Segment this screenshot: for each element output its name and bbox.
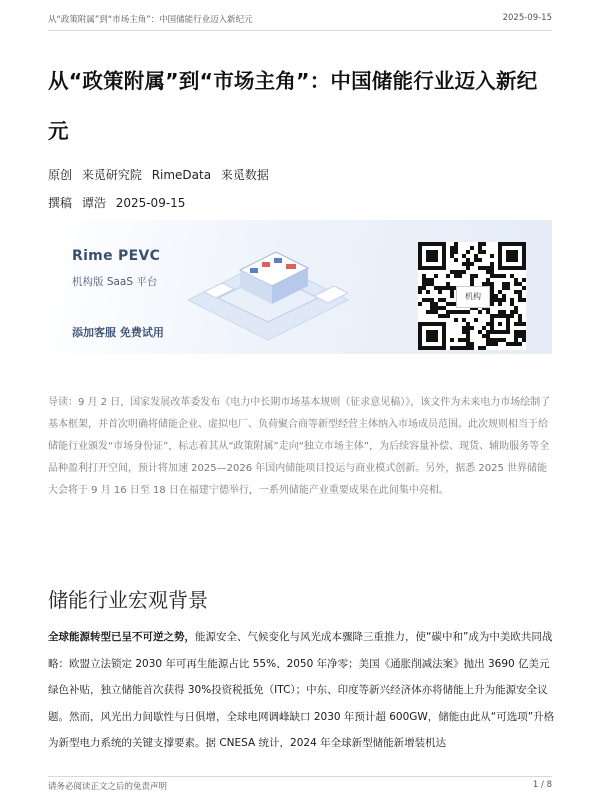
banner-subtitle: 机构版 SaaS 平台 bbox=[72, 276, 158, 288]
article-writer bbox=[48, 194, 191, 211]
disclaimer-note: 请务必阅读正文之后的免责声明 bbox=[48, 782, 168, 792]
page-header bbox=[0, 0, 600, 28]
qr-center-label: 机构 bbox=[456, 286, 490, 308]
section-lead: 全球能源转型已呈不可逆之势， bbox=[48, 631, 195, 643]
header-date: 2025-09-15 bbox=[502, 13, 552, 23]
writer-label: 撰稿 bbox=[48, 196, 73, 210]
section-body-text: 能源安全、气候变化与风光成本骤降三重推力，使“碳中和”成为中美欧共同战略：欧盟立法锁定 2030 年可再生能源占比 55%、2050 年净零；美国《通胀削减法案》抛出 3690 亿美元绿色补贴，独立储能首次获得 30%投资税抵免（ITC）；中东、印度等新兴经济体亦将储能上升为能源安全议题。然而，风光出力间歇性与日俱增，全球电网调峰缺口 2030 年预计超 600GW，储能由此从“可选项”升格为新型电力系统的关键支撑要素。据 CNESA 统计，2024 年全球新型储能新增装机达 bbox=[48, 631, 555, 749]
original-tag: 原创 bbox=[48, 168, 73, 182]
banner-product-name: Rime PEVC bbox=[72, 248, 161, 264]
author-brand-cn: 来觅数据 bbox=[220, 168, 269, 182]
article-title: 从“政策附属”到“市场主角”：中国储能行业迈入新纪元 bbox=[48, 69, 538, 143]
header-divider bbox=[48, 30, 552, 31]
author-brand-en: RimeData bbox=[151, 168, 212, 182]
article-abstract: 导读：9 月 2 日，国家发展改革委发布《电力中长期市场基本规则（征求意见稿）》，该文件为未来电力市场绘制了基本框架，并首次明确将储能企业、虚拟电厂、负荷聚合商等新型经营主体纳入市场成员范围。此次规则相当于给储能行业颁发“市场身份证”，标志着其从“政策附属”走向“独立市场主体”，为后续容量补偿、现货、辅助服务等全品种盈利打开空间，预计将加速 2025—2026 年国内储能项目投运与商业模式创新。另外，据悉 2025 世界储能大会将于 9 月 16 日至 18 日在福建宁德举行，一系列储能产业重要成果在此间集中亮相。 bbox=[48, 397, 551, 496]
banner-cta[interactable]: 添加客服 免费试用 bbox=[72, 326, 164, 339]
qr-code[interactable] bbox=[418, 242, 526, 350]
section-body bbox=[48, 624, 556, 757]
writer-name: 谭浩 bbox=[81, 196, 106, 210]
section-heading: 储能行业宏观背景 bbox=[48, 588, 208, 612]
publish-date: 2025-09-15 bbox=[115, 196, 186, 210]
isometric-illustration bbox=[158, 230, 378, 350]
footer-divider bbox=[48, 776, 552, 777]
running-title: 从“政策附属”到“市场主角”：中国储能行业迈入新纪元 bbox=[48, 15, 253, 25]
promo-banner[interactable] bbox=[48, 220, 552, 354]
article-byline bbox=[48, 166, 275, 183]
author-org: 来觅研究院 bbox=[81, 168, 142, 182]
page-number: 1 / 8 bbox=[532, 780, 552, 790]
